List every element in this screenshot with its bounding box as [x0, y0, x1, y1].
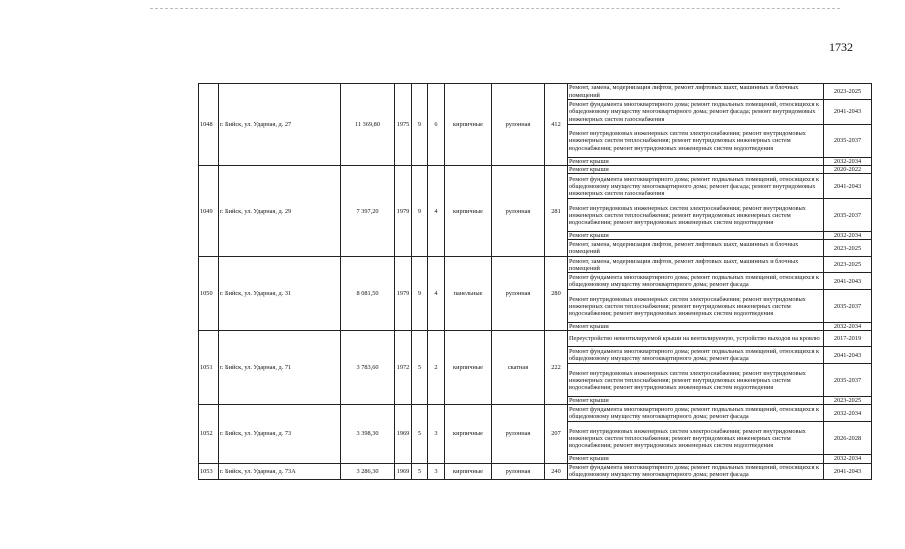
work-description: Ремонт фундамента многоквартирного дома; ремонт подвальных помещений, относящихся к общедомовому имуществу многоквартирного дома; ремонт фасада: [568, 273, 824, 290]
building-entrances: 3: [428, 463, 445, 479]
work-period: 2041-2043: [824, 347, 872, 364]
work-period: 2035-2037: [824, 364, 872, 397]
wall-material: кирпичные: [445, 463, 492, 479]
work-period: 2023-2025: [824, 240, 872, 257]
work-period: 2041-2043: [824, 273, 872, 290]
work-description: Ремонт, замена, модернизация лифтов, ремонт лифтовых шахт, машинных и блочных помещений: [568, 84, 824, 100]
table-row: [199, 166, 872, 174]
wall-material: панельные: [445, 257, 492, 331]
building-address: г. Бийск, ул. Ударная, д. 27: [219, 84, 341, 166]
work-period: 2023-2025: [824, 397, 872, 405]
resident-count: 222: [545, 331, 568, 405]
wall-material: кирпичные: [445, 331, 492, 405]
resident-count: 207: [545, 405, 568, 463]
building-entrances: 2: [428, 331, 445, 405]
table-row: [199, 331, 872, 347]
roof-type: скатная: [492, 331, 545, 405]
work-period: 2041-2043: [824, 100, 872, 125]
building-number: 1053: [199, 463, 219, 479]
resident-count: 281: [545, 166, 568, 257]
building-number: 1048: [199, 84, 219, 166]
building-area: 11 369,80: [341, 84, 395, 166]
resident-count: 412: [545, 84, 568, 166]
wall-material: кирпичные: [445, 405, 492, 463]
page-number: 1732: [829, 40, 853, 54]
work-period: 2041-2043: [824, 174, 872, 199]
building-address: г. Бийск, ул. Ударная, д. 31: [219, 257, 341, 331]
building-year: 1969: [395, 405, 412, 463]
work-description: Ремонт внутридомовых инженерных систем электроснабжения; ремонт внутридомовых инженерных систем теплоснабжения; ремонт внутридомовых инженерных систем водоснабжения; ремонт внутридомовых инженерных систем водоотведения: [568, 364, 824, 397]
table-body: [199, 84, 872, 480]
building-entrances: 4: [428, 166, 445, 257]
building-number: 1052: [199, 405, 219, 463]
resident-count: 280: [545, 257, 568, 331]
building-area: 3 783,60: [341, 331, 395, 405]
building-address: г. Бийск, ул. Ударная, д. 73: [219, 405, 341, 463]
work-description: Ремонт фундамента многоквартирного дома; ремонт подвальных помещений, относящихся к общедомовому имуществу многоквартирного дома; ремонт фасада; ремонт внутридомовых инженерных систем газоснабжения: [568, 100, 824, 125]
work-description: Ремонт крыши: [568, 455, 824, 463]
housing-repair-table: [198, 83, 872, 480]
work-period: 2032-2034: [824, 232, 872, 240]
work-description: Ремонт, замена, модернизация лифтов, ремонт лифтовых шахт, машинных и блочных помещений: [568, 257, 824, 273]
work-period: 2026-2028: [824, 422, 872, 455]
work-period: 2023-2025: [824, 84, 872, 100]
building-floors: 5: [412, 331, 428, 405]
work-period: 2020-2022: [824, 166, 872, 174]
table-row: [199, 405, 872, 422]
work-description: Ремонт внутридомовых инженерных систем электроснабжения; ремонт внутридомовых инженерных систем теплоснабжения; ремонт внутридомовых инженерных систем водоснабжения; ремонт внутридомовых инженерных систем водоотведения: [568, 199, 824, 232]
building-area: 3 286,30: [341, 463, 395, 479]
roof-type: рулонная: [492, 405, 545, 463]
building-floors: 9: [412, 166, 428, 257]
roof-type: рулонная: [492, 84, 545, 166]
work-period: 2017-2019: [824, 331, 872, 347]
work-period: 2032-2034: [824, 158, 872, 166]
building-entrances: 6: [428, 84, 445, 166]
work-description: Ремонт внутридомовых инженерных систем электроснабжения; ремонт внутридомовых инженерных систем теплоснабжения; ремонт внутридомовых инженерных систем водоснабжения; ремонт внутридомовых инженерных систем водоотведения: [568, 125, 824, 158]
work-description: Ремонт крыши: [568, 397, 824, 405]
work-description: Ремонт крыши: [568, 166, 824, 174]
resident-count: 240: [545, 463, 568, 479]
table-row: [199, 84, 872, 100]
building-year: 1975: [395, 84, 412, 166]
roof-type: рулонная: [492, 257, 545, 331]
work-description: Ремонт крыши: [568, 323, 824, 331]
building-year: 1979: [395, 166, 412, 257]
scan-top-edge: [150, 8, 840, 9]
work-description: Ремонт фундамента многоквартирного дома; ремонт подвальных помещений, относящихся к общедомовому имуществу многоквартирного дома; ремонт фасада: [568, 463, 824, 479]
table-row: [199, 463, 872, 479]
work-description: Ремонт внутридомовых инженерных систем электроснабжения; ремонт внутридомовых инженерных систем теплоснабжения; ремонт внутридомовых инженерных систем водоснабжения; ремонт внутридомовых инженерных систем водоотведения: [568, 422, 824, 455]
building-year: 1969: [395, 463, 412, 479]
roof-type: рулонная: [492, 463, 545, 479]
building-area: 3 398,30: [341, 405, 395, 463]
work-period: 2032-2034: [824, 455, 872, 463]
work-description: Ремонт внутридомовых инженерных систем электроснабжения; ремонт внутридомовых инженерных систем теплоснабжения; ремонт внутридомовых инженерных систем водоснабжения; ремонт внутридомовых инженерных систем водоотведения: [568, 290, 824, 323]
work-period: 2035-2037: [824, 125, 872, 158]
wall-material: кирпичные: [445, 166, 492, 257]
building-number: 1049: [199, 166, 219, 257]
building-floors: 9: [412, 84, 428, 166]
work-period: 2032-2034: [824, 323, 872, 331]
building-address: г. Бийск, ул. Ударная, д. 29: [219, 166, 341, 257]
work-description: Ремонт, замена, модернизация лифтов, ремонт лифтовых шахт, машинных и блочных помещений: [568, 240, 824, 257]
building-address: г. Бийск, ул. Ударная, д. 71: [219, 331, 341, 405]
building-area: 8 081,50: [341, 257, 395, 331]
work-description: Ремонт фундамента многоквартирного дома; ремонт подвальных помещений, относящихся к общедомовому имуществу многоквартирного дома; ремонт фасада; ремонт внутридомовых инженерных систем газоснабжения: [568, 174, 824, 199]
building-floors: 5: [412, 463, 428, 479]
building-number: 1051: [199, 331, 219, 405]
building-number: 1050: [199, 257, 219, 331]
building-floors: 9: [412, 257, 428, 331]
roof-type: рулонная: [492, 166, 545, 257]
work-description: Переустройство невентилируемой крыши на вентилируемую, устройство выходов на кровлю: [568, 331, 824, 347]
work-period: 2023-2025: [824, 257, 872, 273]
work-description: Ремонт крыши: [568, 158, 824, 166]
work-description: Ремонт фундамента многоквартирного дома; ремонт подвальных помещений, относящихся к общедомовому имуществу многоквартирного дома; ремонт фасада: [568, 347, 824, 364]
building-year: 1972: [395, 331, 412, 405]
work-period: 2035-2037: [824, 290, 872, 323]
work-description: Ремонт фундамента многоквартирного дома; ремонт подвальных помещений, относящихся к общедомовому имуществу многоквартирного дома; ремонт фасада: [568, 405, 824, 422]
table-row: [199, 257, 872, 273]
building-entrances: 4: [428, 257, 445, 331]
building-address: г. Бийск, ул. Ударная, д. 73А: [219, 463, 341, 479]
building-floors: 5: [412, 405, 428, 463]
building-entrances: 3: [428, 405, 445, 463]
work-period: 2032-2034: [824, 405, 872, 422]
work-period: 2041-2043: [824, 463, 872, 479]
building-year: 1979: [395, 257, 412, 331]
wall-material: кирпичные: [445, 84, 492, 166]
work-description: Ремонт крыши: [568, 232, 824, 240]
building-area: 7 397,20: [341, 166, 395, 257]
work-period: 2035-2037: [824, 199, 872, 232]
